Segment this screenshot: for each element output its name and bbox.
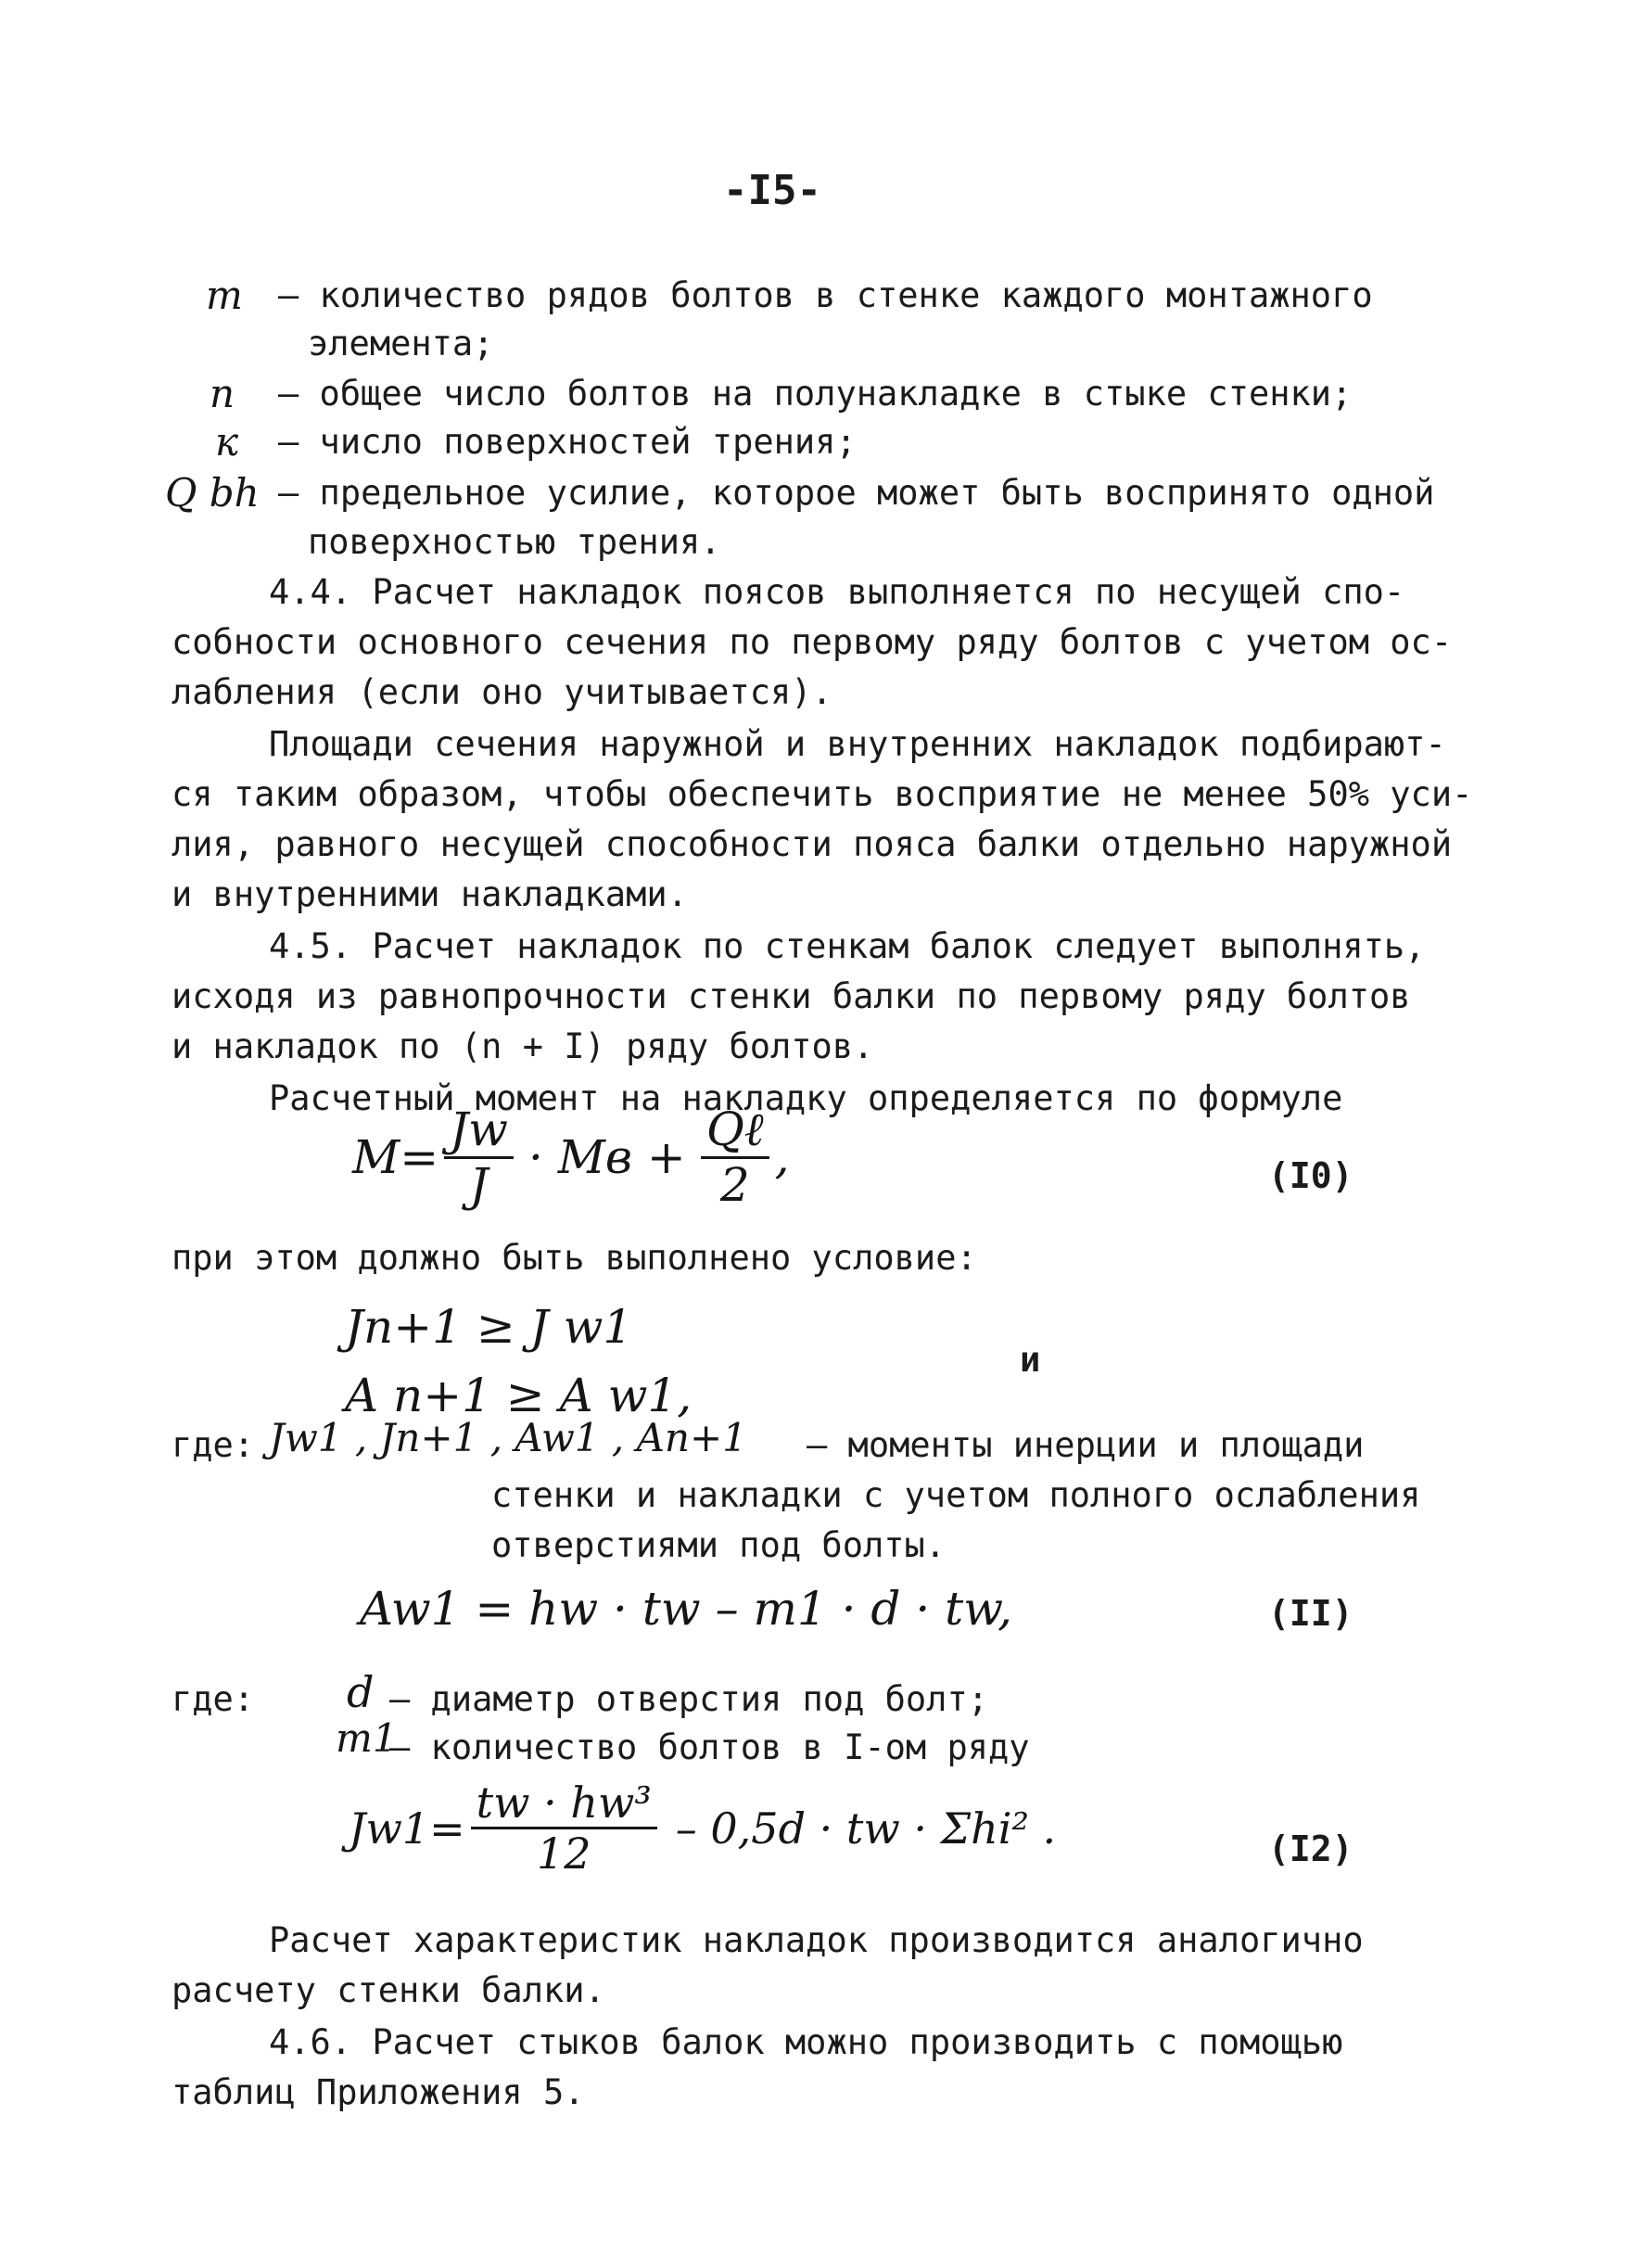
f10-lhs: M= — [352, 1130, 439, 1184]
formula-11: Aw1 = hw · tw – m1 · d · tw, — [360, 1582, 1012, 1636]
condition-1: Jn+1 ≥ J w1 — [345, 1300, 633, 1354]
p44-line3: лабления (если оно учитывается). — [172, 672, 832, 712]
symbol-m: m — [206, 273, 243, 318]
f12-lhs: Jw1= — [349, 1803, 465, 1854]
eqno-11: (II) — [1268, 1593, 1353, 1634]
f10-den2: 2 — [719, 1157, 750, 1212]
def-k: – число поверхностей трения; — [278, 422, 857, 462]
symbol-n: n — [210, 371, 235, 416]
def-n: – общее число болтов на полунакладке в стыке стенки; — [278, 374, 1353, 414]
p45-line1: 4.5. Расчет накладок по стенкам балок следует выполнять, — [269, 926, 1426, 966]
f10-num2: Qℓ — [701, 1105, 769, 1159]
page-number: -I5- — [723, 167, 821, 214]
condition-2: A n+1 ≥ A w1, — [345, 1369, 693, 1422]
condition-intro: при этом должно быть выполнено условие: — [172, 1238, 977, 1278]
f12-fraction — [471, 1777, 657, 1879]
f10-fraction-2 — [701, 1102, 769, 1212]
where-line3: отверстиями под болты. — [491, 1525, 947, 1565]
def-m-line1: – количество рядов болтов в стенке каждого монтажного — [278, 275, 1373, 315]
pcalc-line1: Расчет характеристик накладок производится аналогично — [269, 1920, 1364, 1960]
f10-fraction-1 — [444, 1102, 514, 1212]
f10-den1: J — [469, 1157, 489, 1212]
pcalc-line2: расчету стенки балки. — [172, 1970, 605, 2010]
p46-line2: таблиц Приложения 5. — [172, 2072, 585, 2112]
symbol-m1: m1 — [336, 1715, 398, 1761]
p44-line2: собности основного сечения по первому ряду болтов с учетом ос- — [172, 622, 1453, 662]
where-line1: – моменты инерции и площади — [807, 1425, 1365, 1465]
parea-line2: ся таким образом, чтобы обеспечить восприятие не менее 50% уси- — [172, 774, 1473, 814]
f10-num1: Jw — [444, 1105, 514, 1159]
def-m1: – количество болтов в I-ом ряду — [389, 1727, 1030, 1767]
where-symbols: Jw1 , Jn+1 , Aw1 , An+1 — [269, 1415, 747, 1460]
f12-tail: – 0,5d · tw · Σhi² . — [675, 1803, 1057, 1854]
symbol-qbh: Q bh — [165, 470, 260, 516]
parea-line3: лия, равного несущей способности пояса балки отдельно наружной — [172, 824, 1453, 864]
where-line2: стенки и накладки с учетом полного ослабления — [491, 1475, 1421, 1515]
symbol-k: к — [215, 419, 239, 465]
p44-line1: 4.4. Расчет накладок поясов выполняется по несущей спо- — [269, 572, 1405, 612]
def-qbh-line1: – предельное усилие, которое может быть воспринято одной — [278, 473, 1435, 513]
p-moment: Расчетный момент на накладку определяется по формуле — [269, 1078, 1343, 1118]
eqno-12: (I2) — [1268, 1828, 1353, 1869]
p45-line3: и накладок по (n + I) ряду болтов. — [172, 1026, 874, 1066]
where2-label: где: — [172, 1679, 255, 1719]
def-qbh-line2: поверхностью трения. — [308, 522, 721, 562]
parea-line1: Площади сечения наружной и внутренних накладок подбирают- — [269, 724, 1446, 764]
def-d: – диаметр отверстия под болт; — [389, 1679, 989, 1719]
where-label: где: — [172, 1425, 255, 1465]
def-m-line2: элемента; — [308, 324, 494, 363]
formula-12 — [349, 1777, 1057, 1879]
eqno-10: (I0) — [1268, 1155, 1353, 1196]
f10-tail: , — [774, 1130, 790, 1184]
f10-mid: · Mв + — [527, 1130, 686, 1184]
formula-10 — [352, 1102, 790, 1212]
p46-line1: 4.6. Расчет стыков балок можно производить с помощью — [269, 2022, 1343, 2062]
f12-den: 12 — [536, 1828, 591, 1879]
condition-and: и — [1020, 1340, 1041, 1380]
f12-num: tw · hw³ — [471, 1780, 657, 1829]
symbol-d: d — [347, 1667, 375, 1717]
parea-line4: и внутренними накладками. — [172, 874, 688, 914]
p45-line2: исходя из равнопрочности стенки балки по первому ряду болтов — [172, 976, 1411, 1016]
